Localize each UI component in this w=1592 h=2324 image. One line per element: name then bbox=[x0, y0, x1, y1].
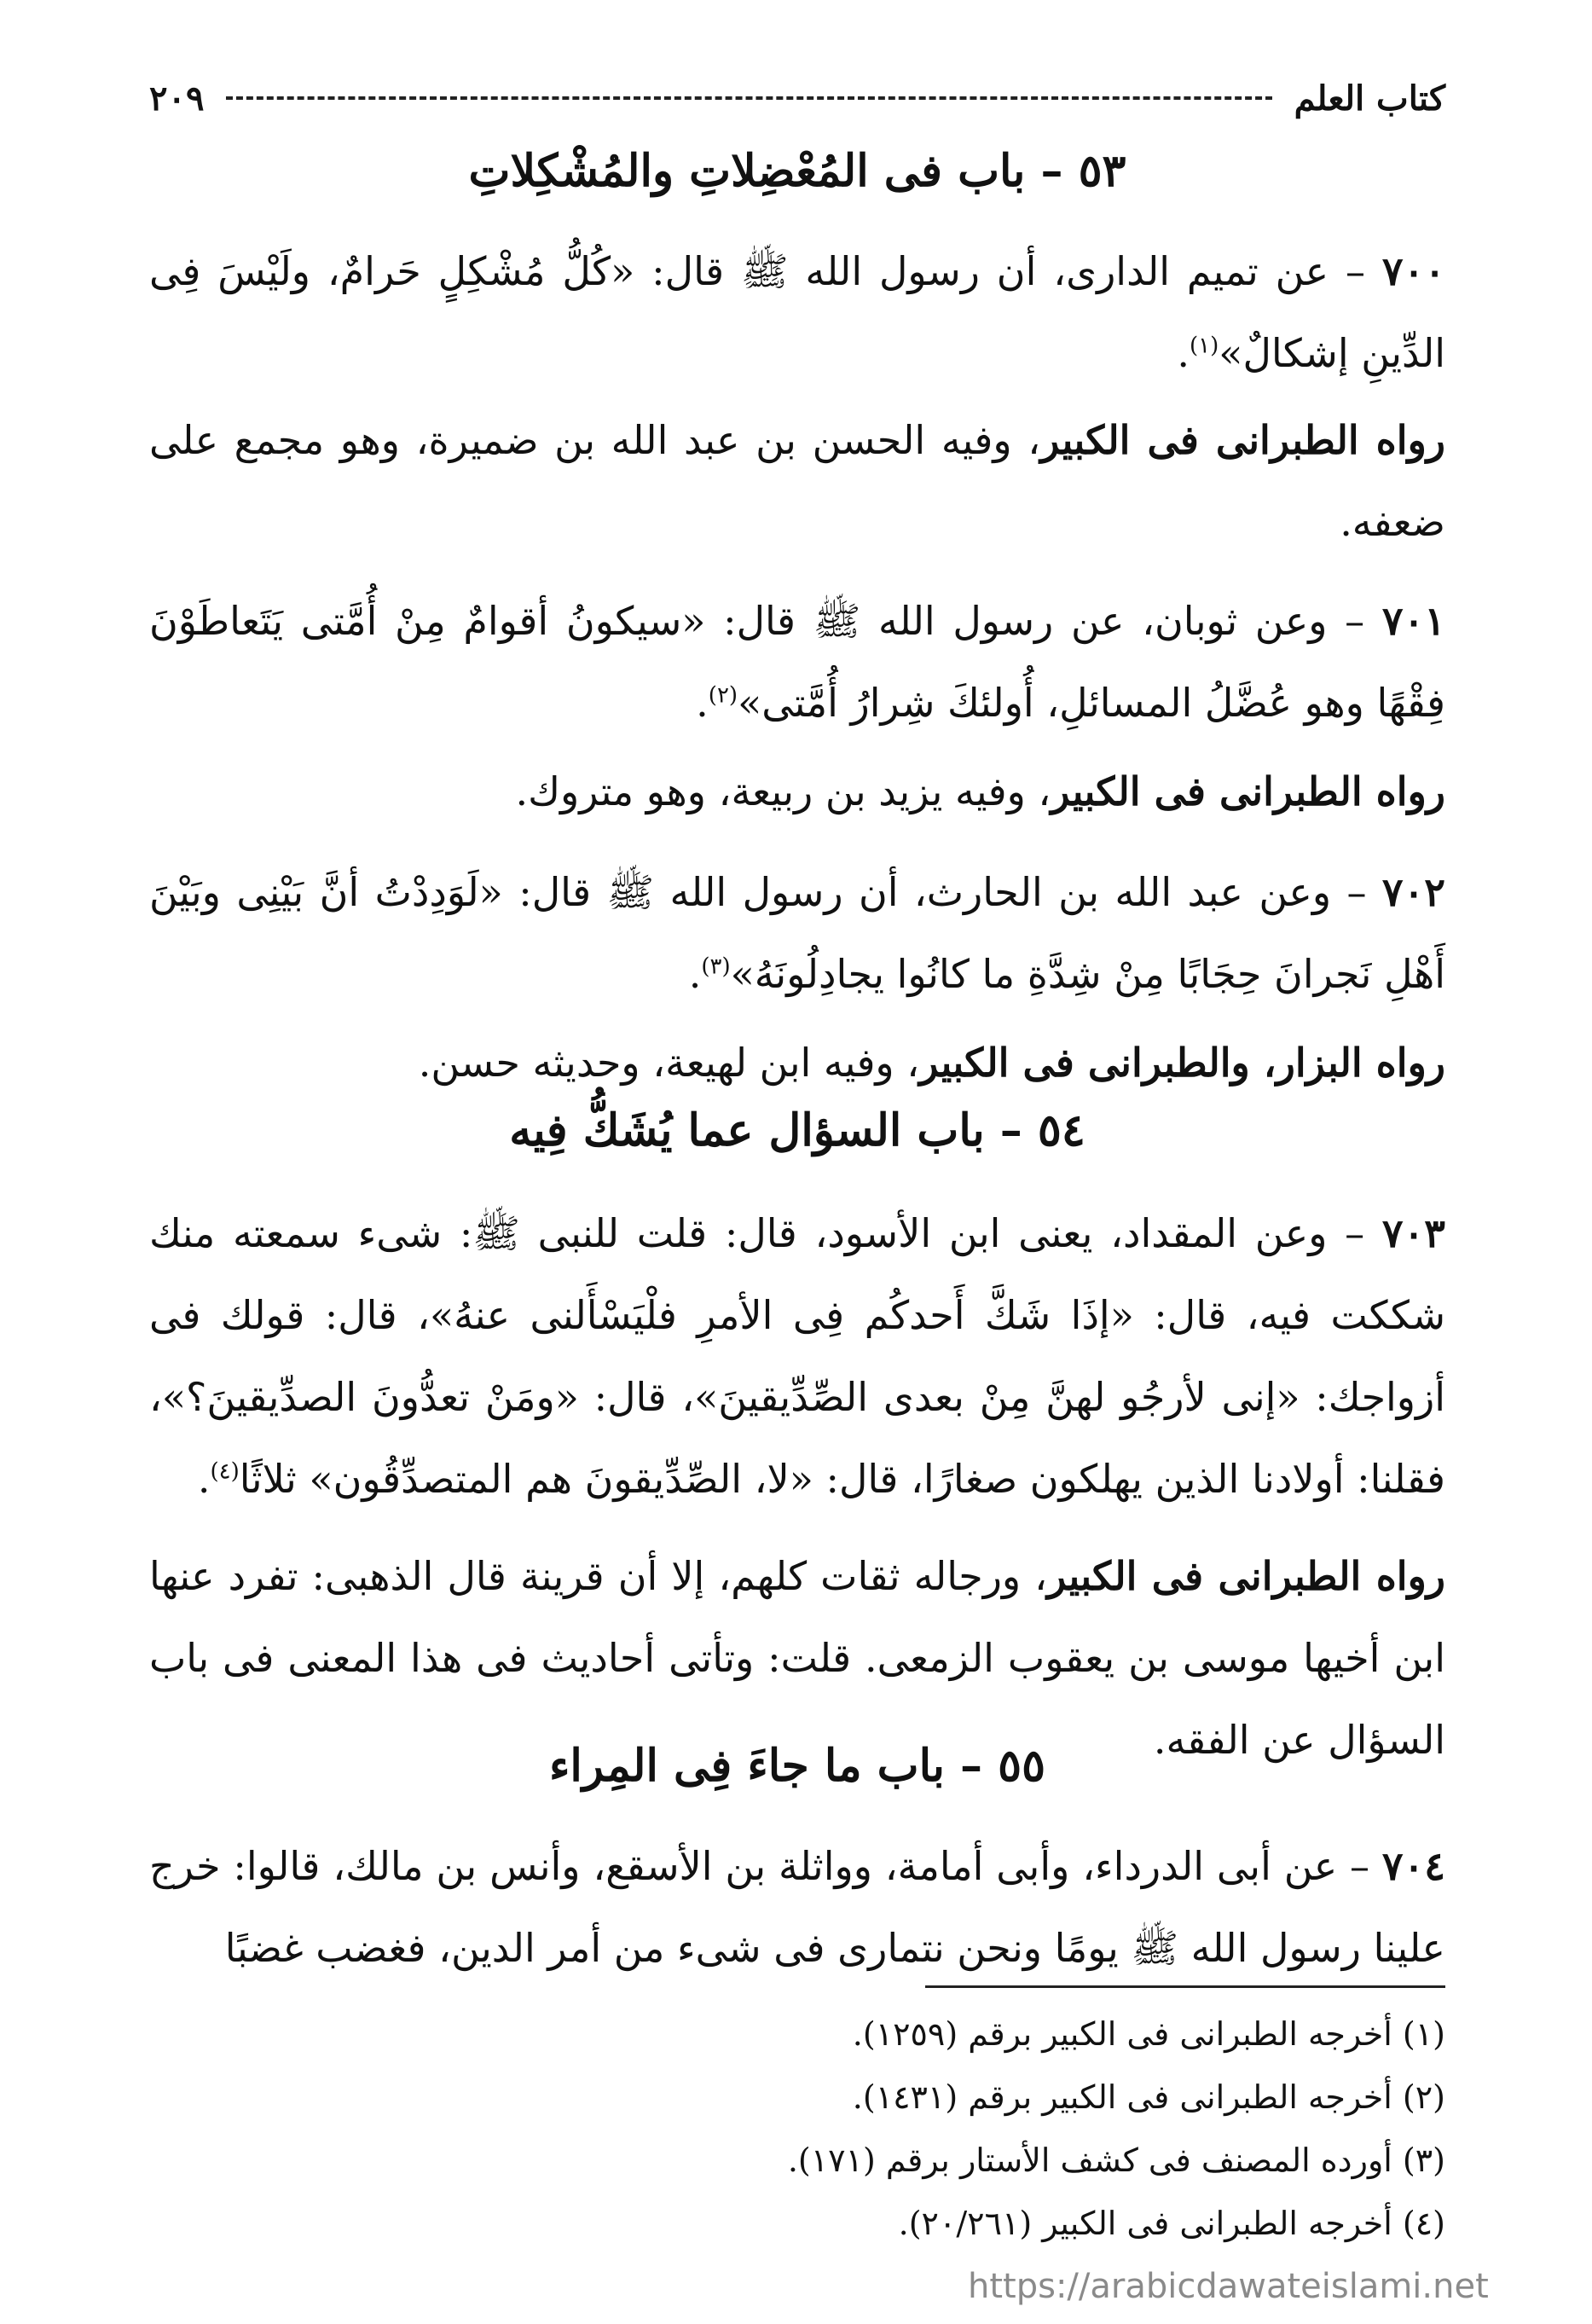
hadith-text: – وعن عبد الله بن الحارث، أن رسول الله ﷺ قال: «لَوَدِدْتُ أنَّ بَيْنِى وبَيْنَ أَهْلِ نَجرانَ حِجَابًا مِنْ شِدَّةِ ما كانُوا يجادِلُونَهُ» bbox=[149, 869, 1445, 997]
source-702 bbox=[149, 1022, 1445, 1104]
footnote-ref: (٢) bbox=[708, 682, 738, 709]
source-701 bbox=[149, 751, 1445, 832]
section-heading-54: ٥٤ – باب السؤال عما يُشَكُّ فِيه bbox=[509, 1104, 1085, 1156]
hadith-text: – وعن ثوبان، عن رسول الله ﷺ قال: «سيكونُ أقوامٌ مِنْ أُمَّتى يَتَعاطَوْنَ فِقْهًا وهو عُضَّلُ المسائلِ، أُولئكَ شِرارُ أُمَّتى» bbox=[149, 598, 1445, 726]
header-dashed-rule bbox=[226, 96, 1271, 100]
hadith-text: – عن تميم الدارى، أن رسول الله ﷺ قال: «كُلُّ مُشْكِلٍ حَرامٌ، ولَيْسَ فِى الدِّينِ إشكالٌ» bbox=[149, 248, 1445, 376]
footnotes bbox=[149, 2002, 1445, 2255]
source-label: رواه البزار، والطبرانى فى الكبير bbox=[919, 1040, 1445, 1086]
running-header bbox=[149, 68, 1445, 128]
hadith-700: ٧٠٠ – عن تميم الدارى، أن رسول الله ﷺ قال: «كُلُّ مُشْكِلٍ حَرامٌ، ولَيْسَ فِى الدِّينِ إشكالٌ»$^{(١)}$. bbox=[149, 248, 1445, 376]
footnote-3: (٣) أورده المصنف فى كشف الأستار برقم (١٧١). bbox=[787, 2141, 1445, 2179]
watermark-url: https://arabicdawateislami.net bbox=[968, 2267, 1489, 2306]
source-label: رواه الطبرانى فى الكبير bbox=[1051, 768, 1445, 814]
hadith-number: ٧٠١ bbox=[1381, 598, 1445, 644]
footnote-ref: (٤) bbox=[210, 1458, 240, 1485]
source-700 bbox=[149, 399, 1445, 563]
hadith-number: ٧٠٣ bbox=[1381, 1210, 1445, 1256]
section-heading-55: ٥٥ – باب ما جاءَ فِى المِراء bbox=[548, 1740, 1046, 1792]
source-text: ، وفيه ابن لهيعة، وحديثه حسن. bbox=[418, 1040, 920, 1086]
hadith-number: ٧٠٠ bbox=[1381, 248, 1445, 294]
source-label: رواه الطبرانى فى الكبير bbox=[1047, 1553, 1445, 1599]
footnote-separator bbox=[925, 1985, 1445, 1988]
book-title: كتاب العلم bbox=[1294, 78, 1445, 119]
hadith-701: ٧٠١ – وعن ثوبان، عن رسول الله ﷺ قال: «سيكونُ أقوامٌ مِنْ أُمَّتى يَتَعاطَوْنَ فِقْهًا وهو عُضَّلُ المسائلِ، أُولئكَ شِرارُ أُمَّتى»$^{(٢)}$. bbox=[149, 598, 1445, 726]
source-text: ، ورجاله ثقات كلهم، إلا أن قرينة قال الذهبى: تفرد عنها ابن أخيها موسى بن يعقوب الزمعى. قلت: وتأتى أحاديث فى هذا المعنى فى باب السؤال عن الفقه. bbox=[149, 1553, 1445, 1763]
hadith-text: – وعن المقداد، يعنى ابن الأسود، قال: قلت للنبى ﷺ: شىء سمعته منك شككت فيه، قال: «إذَا شَكَّ أَحدكُم فِى الأمرِ فلْيَسْأَلنى عنهُ»، قال: قولك فى أزواجك: «إنى لأرجُو لهنَّ مِنْ بعدى الصِّدِّيقينَ»، قال: «ومَنْ تعدُّونَ الصدِّيقينَ؟»، فقلنا: أولادنا الذين يهلكون صغارًا، قال: «لا، الصِّدِّيقونَ هم المتصدِّقُون» ثلاثًا bbox=[149, 1210, 1445, 1502]
hadith-number: ٧٠٤ bbox=[1381, 1843, 1445, 1889]
hadith-text: – عن أبى الدرداء، وأبى أمامة، وواثلة بن الأسقع، وأنس بن مالك، قالوا: خرج علينا رسول الله ﷺ يومًا ونحن نتمارى فى شىء من أمر الدين، فغضب غضبًا bbox=[149, 1843, 1445, 1971]
source-label: رواه الطبرانى فى الكبير bbox=[1040, 417, 1445, 463]
source-text: ، وفيه يزيد بن ربيعة، وهو متروك. bbox=[515, 768, 1051, 814]
footnote-1: (١) أخرجه الطبرانى فى الكبير برقم (١٢٥٩). bbox=[852, 2015, 1445, 2053]
page-number: ٢٠٩ bbox=[149, 78, 205, 119]
footnote-2: (٢) أخرجه الطبرانى فى الكبير برقم (١٤٣١). bbox=[852, 2078, 1445, 2116]
footnote-ref: (١) bbox=[1190, 333, 1219, 359]
hadith-703: ٧٠٣ – وعن المقداد، يعنى ابن الأسود، قال: قلت للنبى ﷺ: شىء سمعته منك شككت فيه، قال: «إذَا شَكَّ أَحدكُم فِى الأمرِ فلْيَسْأَلنى عنهُ»، قال: قولك فى أزواجك: «إنى لأرجُو لهنَّ مِنْ بعدى الصِّدِّيقينَ»، قال: «ومَنْ تعدُّونَ الصدِّيقينَ؟»، فقلنا: أولادنا الذين يهلكون صغارًا، قال: «لا، الصِّدِّيقونَ هم المتصدِّقُون» ثلاثًا$^{(٤)}$. bbox=[149, 1210, 1445, 1502]
footnote-4: (٤) أخرجه الطبرانى فى الكبير (٢٠/٢٦١). bbox=[898, 2205, 1445, 2242]
book-page bbox=[149, 68, 1445, 2303]
hadith-number: ٧٠٢ bbox=[1381, 869, 1445, 915]
hadith-704 bbox=[149, 1825, 1445, 1989]
footnote-ref: (٣) bbox=[701, 953, 731, 980]
section-heading-53: ٥٣ – باب فى المُعْضِلاتِ والمُشْكِلاتِ bbox=[468, 145, 1126, 197]
hadith-702: ٧٠٢ – وعن عبد الله بن الحارث، أن رسول الله ﷺ قال: «لَوَدِدْتُ أنَّ بَيْنِى وبَيْنَ أَهْلِ نَجرانَ حِجَابًا مِنْ شِدَّةِ ما كانُوا يجادِلُونَهُ»$^{(٣)}$. bbox=[149, 869, 1445, 997]
source-text: ، وفيه الحسن بن عبد الله بن ضميرة، وهو مجمع على ضعفه. bbox=[149, 417, 1445, 545]
